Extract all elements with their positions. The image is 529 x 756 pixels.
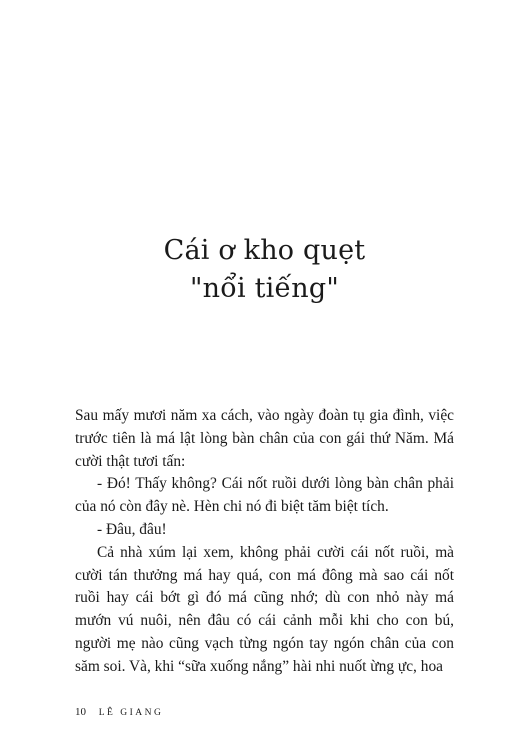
page-number: 10	[75, 706, 86, 718]
paragraph-3: - Đâu, đâu!	[97, 520, 167, 538]
chapter-title-line-2: "nổi tiếng"	[190, 273, 339, 304]
author-name: LÊ GIANG	[98, 708, 164, 718]
paragraph-1: Sau mấy mươi năm xa cách, vào ngày đoàn tụ gia đình, việc trước tiên là má lật lòng bàn chân của con gái thứ Năm. Má cười thật tươi tấn:	[75, 407, 454, 470]
chapter-title-line-1: Cái ơ kho quẹt	[163, 235, 366, 266]
paragraph-2: - Đó! Thấy không? Cái nốt ruồi dưới lòng bàn chân phải của nó còn đây nè. Hèn chi nó đi biệt tăm biệt tích.	[75, 475, 454, 516]
paragraph-4: Cả nhà xúm lại xem, không phải cười cái nốt ruồi, mà cười tán thưởng má hay quá, con má đông mà sao cái nốt ruồi hay cái bớt gì đó má cũng nhớ; dù con nhỏ này má mướn vú nuôi, nên đâu có cái cảnh mỗi khi cho con bú, người mẹ nào cũng vạch từng ngón tay ngón chân của con săm soi. Và, khi “sữa xuống nắng” hài nhi nuốt ừng ực, hoa	[75, 543, 454, 675]
body-text	[75, 405, 454, 679]
page-footer	[75, 705, 163, 720]
chapter-title	[0, 232, 529, 308]
